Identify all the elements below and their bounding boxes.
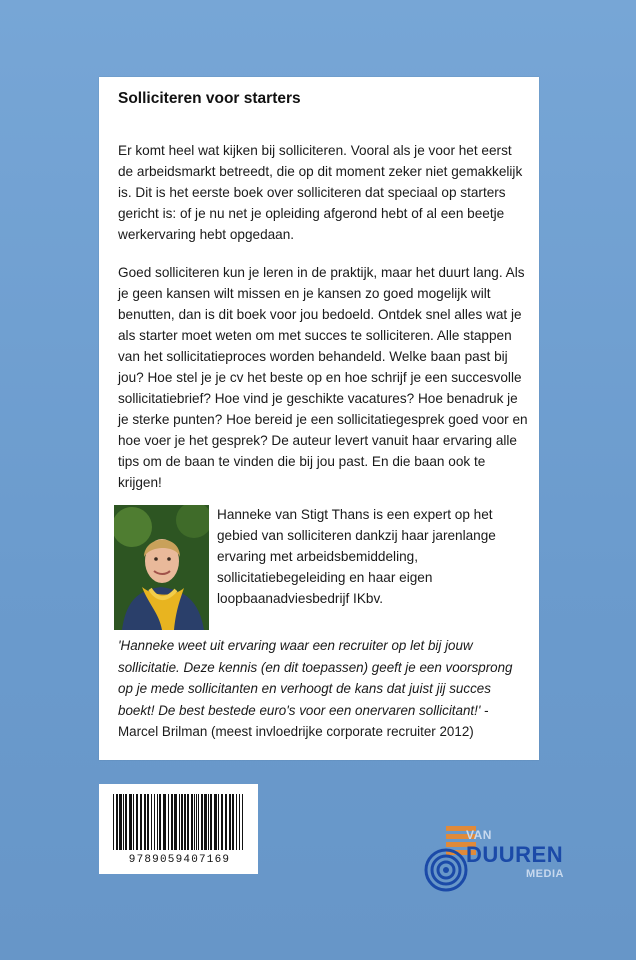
quote-attribution: - Marcel Brilman (meest invloedrijke corporate recruiter 2012)	[118, 702, 489, 739]
barcode-bar	[133, 794, 134, 850]
barcode-bar	[140, 794, 142, 850]
barcode-bar	[113, 794, 114, 850]
barcode-bar	[168, 794, 169, 850]
barcode-bar	[174, 794, 177, 850]
barcode-bar	[239, 794, 240, 850]
barcode-bar	[236, 794, 237, 850]
barcode-bar	[171, 794, 173, 850]
barcode-bar	[221, 794, 223, 850]
barcode-bar	[232, 794, 234, 850]
barcode-bar	[210, 794, 212, 850]
blurb-paragraph-2: Goed solliciteren kun je leren in de praktijk, maar het duurt lang. Als je geen kansen wilt missen en je kansen zo goed mogelijk wilt benutten, dan is dit boek voor jou bedoeld. Ontdek snel alles wat je als starter moet weten om met succes te solliciteren. Alle stappen van het sollicitatieproces worden behandeld. Welke baan past bij jou? Hoe stel je je cv het beste op en hoe schrijf je een succesvolle sollicitatiebrief? Hoe vind je geschikte vacatures? Hoe benadruk je je sterke punten? Hoe bereid je een sollicitatiegesprek goed voor en hoe voer je het gesprek? De auteur levert vanuit haar ervaring alle tips om de baan te vinden die bij jou past. En die baan ook te krijgen!	[118, 265, 528, 490]
publisher-logo	[418, 822, 598, 892]
barcode-bar	[119, 794, 122, 850]
publisher-name-line2: DUUREN	[466, 842, 564, 867]
barcode-bar	[218, 794, 219, 850]
barcode-bar	[157, 794, 158, 850]
barcode-bars	[111, 794, 246, 852]
barcode-bar	[204, 794, 207, 850]
barcode-bar	[229, 794, 231, 850]
barcode-bar	[194, 794, 195, 850]
barcode-bar	[144, 794, 146, 850]
author-bio: Hanneke van Stigt Thans is een expert op het gebied van solliciteren dankzij haar jarenlange ervaring met arbeidsbemiddeling, sollicitatiebegeleiding en haar eigen loopbaanadviesbedrijf IKbv.	[217, 507, 496, 606]
isbn-number: 9789059407169	[128, 854, 231, 866]
barcode-bar	[136, 794, 138, 850]
quote-text: 'Hanneke weet uit ervaring waar een recruiter op let bij jouw sollicitatie. Deze kennis (en dit toepassen) geeft je een voorsprong op je mede sollicitanten en verhoogt de kans dat juist jij succes boekt! De best bestede euro's voor een onervaren sollicitant!'	[118, 638, 513, 718]
publisher-name-line3: MEDIA	[526, 868, 564, 880]
barcode-bar	[181, 794, 183, 850]
book-title: Solliciteren voor starters	[118, 90, 301, 107]
barcode-bar	[147, 794, 149, 850]
endorsement-quote	[118, 635, 530, 743]
barcode-bar	[208, 794, 209, 850]
barcode-bar	[201, 794, 203, 850]
barcode-bar	[125, 794, 127, 850]
barcode-bar	[159, 794, 161, 850]
barcode-bar	[198, 794, 199, 850]
barcode-bar	[187, 794, 189, 850]
barcode-bar	[184, 794, 186, 850]
barcode-bar	[151, 794, 152, 850]
barcode-bar	[154, 794, 155, 850]
author-photo	[114, 505, 209, 630]
barcode-bar	[225, 794, 227, 850]
blurb-paragraph-1: Er komt heel wat kijken bij solliciteren. Vooral als je voor het eerst de arbeidsmarkt betreedt, die op dit moment zeker niet gemakkelijk is. Dit is het eerste boek over solliciteren dat speciaal op starters gericht is: of je nu net je opleiding afgerond hebt of al een beetje werkervaring hebt opgedaan.	[118, 143, 523, 242]
barcode-bar	[179, 794, 180, 850]
barcode-bar	[214, 794, 217, 850]
barcode-bar	[129, 794, 132, 850]
barcode-bar	[191, 794, 193, 850]
barcode-bar	[196, 794, 197, 850]
barcode	[99, 784, 258, 874]
barcode-bar	[163, 794, 166, 850]
barcode-bar	[123, 794, 124, 850]
barcode-bar	[242, 794, 243, 850]
barcode-bar	[116, 794, 118, 850]
publisher-name-line1: VAN	[466, 828, 492, 842]
